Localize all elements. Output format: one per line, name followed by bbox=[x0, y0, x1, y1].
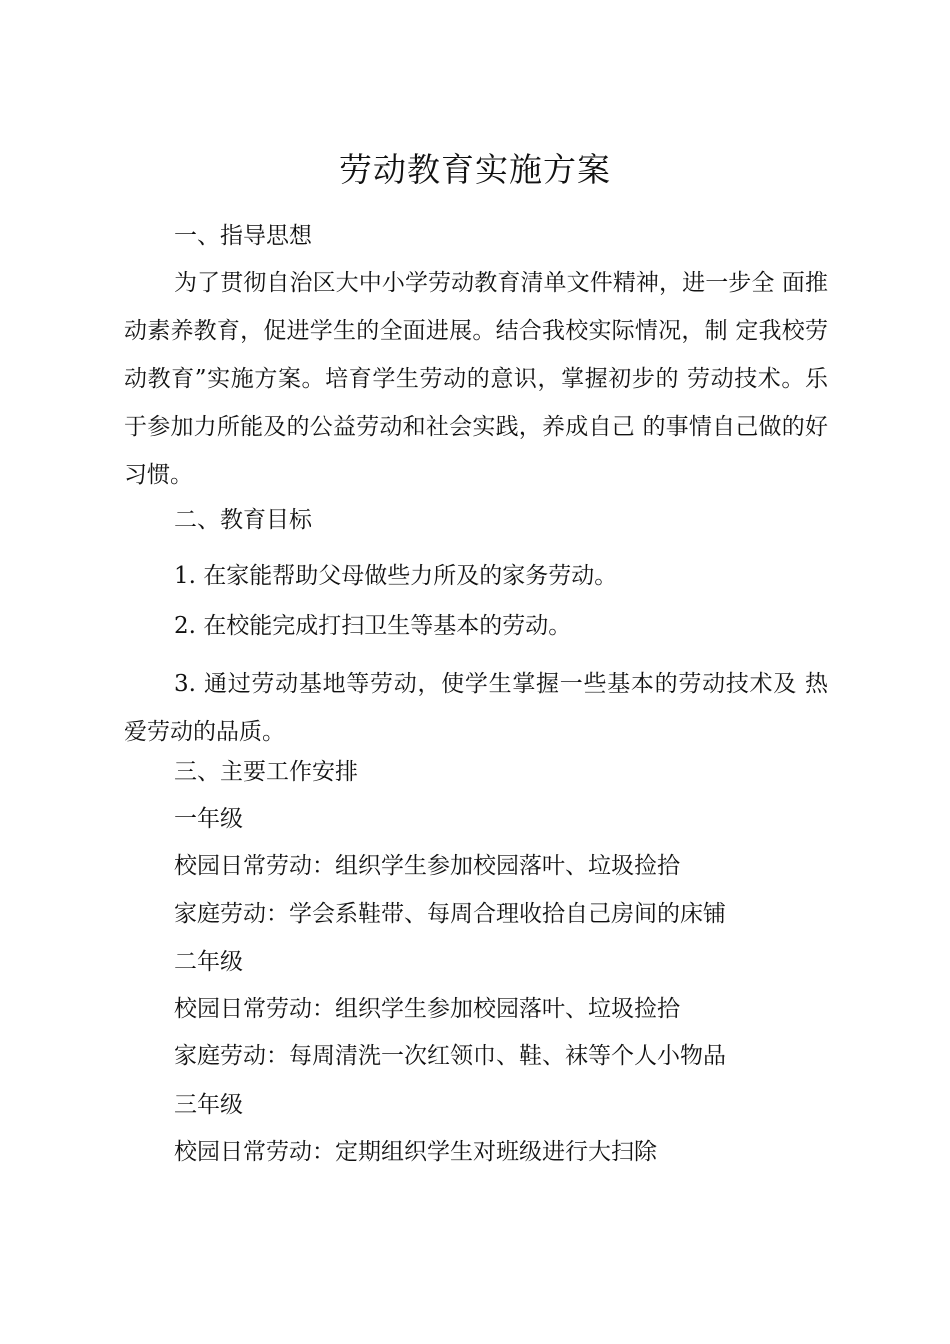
grade-3-heading: 三年级 bbox=[174, 1092, 243, 1118]
section-heading-education-goals: 二、教育目标 bbox=[174, 507, 312, 533]
goal-item-2: 2. 在校能完成打扫卫生等基本的劳动。 bbox=[174, 613, 572, 639]
document-title: 劳动教育实施方案 bbox=[339, 150, 611, 189]
grade-1-school-labor: 校园日常劳动：组织学生参加校园落叶、垃圾捡拾 bbox=[174, 853, 680, 879]
grade-1-home-labor: 家庭劳动：学会系鞋带、每周合理收拾自己房间的床铺 bbox=[174, 901, 726, 927]
grade-1-heading: 一年级 bbox=[174, 806, 243, 832]
grade-3-school-labor: 校园日常劳动：定期组织学生对班级进行大扫除 bbox=[174, 1139, 657, 1165]
goal-item-1: 1. 在家能帮助父母做些力所及的家务劳动。 bbox=[174, 563, 618, 589]
grade-2-home-labor: 家庭劳动：每周清洗一次红领巾、鞋、袜等个人小物品 bbox=[174, 1043, 726, 1069]
section-heading-guiding-ideology: 一、指导思想 bbox=[174, 223, 312, 249]
grade-2-school-labor: 校园日常劳动：组织学生参加校园落叶、垃圾捡拾 bbox=[174, 996, 680, 1022]
grade-2-heading: 二年级 bbox=[174, 949, 243, 975]
goal-item-3: 3. 通过劳动基地等劳动，使学生掌握一些基本的劳动技术及 热爱劳动的品质。 bbox=[124, 671, 828, 745]
paragraph-guiding-ideology: 为了贯彻自治区大中小学劳动教育清单文件精神，进一步全 面推动素养教育，促进学生的全面进展。结合我校实际情况，制 定我校劳动教育”实施方案。培育学生劳动的意识，掌握初步的 劳动技术。乐于参加力所能及的公益劳动和社会实践，养成自己 的事情自己做的好习惯。 bbox=[124, 270, 828, 488]
section-heading-work-arrangement: 三、主要工作安排 bbox=[174, 759, 358, 785]
